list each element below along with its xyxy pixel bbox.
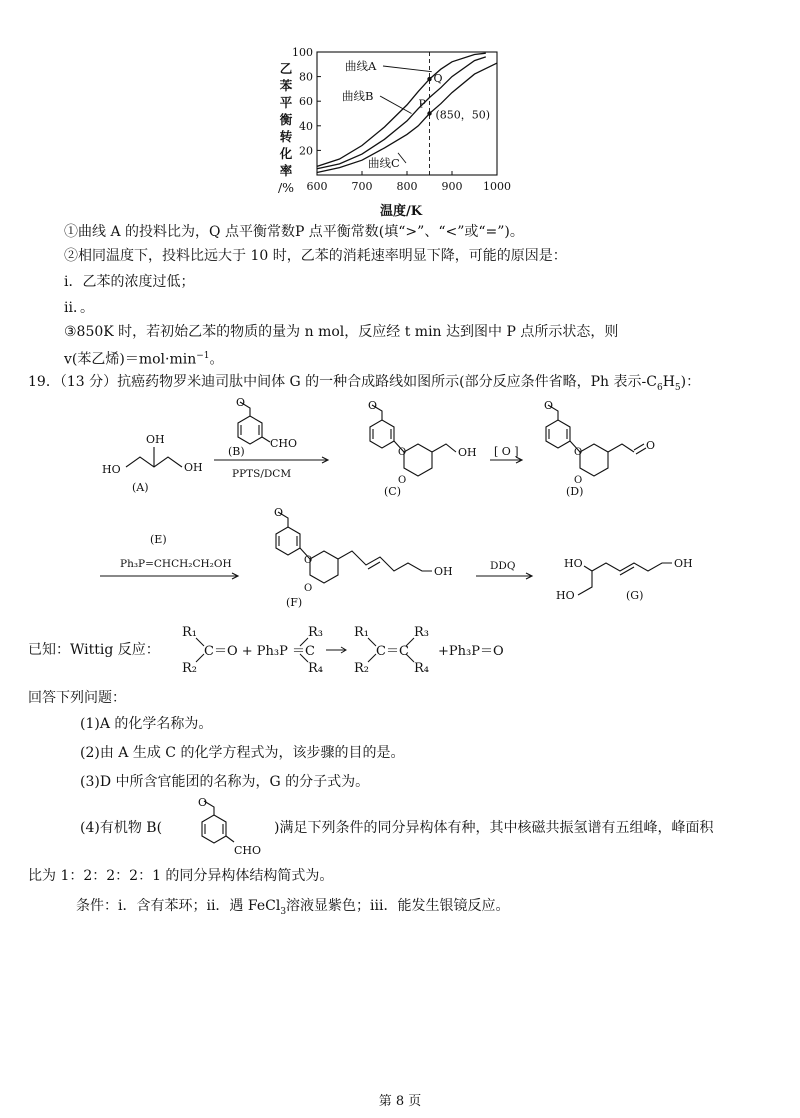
y-tick-label: 100 xyxy=(292,46,313,59)
wittig-prod-r1: R₁ xyxy=(354,625,369,640)
series-leader xyxy=(383,66,432,72)
y-tick-label: 20 xyxy=(299,144,313,158)
label-c: (C) xyxy=(384,485,401,498)
wittig-r1: R₁ xyxy=(182,625,197,640)
x-tick-label: 800 xyxy=(396,180,418,193)
mol-g-oh: OH xyxy=(674,557,693,570)
q18-line-5: ③850K 时，若初始乙苯的物质的量为 n mol，反应经 t min 达到图中 P 点所示状态，则 xyxy=(64,324,619,340)
q19-intro-text: )： xyxy=(680,374,701,390)
wittig-r4: R₄ xyxy=(308,661,323,676)
mol-g-ho2: HO xyxy=(556,589,575,602)
x-axis-label: 温度/K xyxy=(380,204,423,219)
molecule-f-benzene xyxy=(276,527,300,555)
question-2: (2)由 A 生成 C 的化学方程式为，该步骤的目的是。 xyxy=(80,745,405,761)
wittig-right: +Ph₃P＝O xyxy=(438,644,504,659)
mol-a-ho: HO xyxy=(102,463,121,476)
q18-line-6 xyxy=(64,346,224,370)
q18-line-1: ①曲线 A 的投料比为，Q 点平衡常数P 点平衡常数(填“>”、“<”或“=”)。 xyxy=(64,224,524,240)
condition-ddq: DDQ xyxy=(490,560,516,572)
conversion-chart xyxy=(290,40,530,225)
molecule-d-dioxane xyxy=(580,444,608,476)
mol-c-oh: OH xyxy=(458,446,477,459)
q4-structure-b xyxy=(170,796,274,866)
molecule-g-skeleton xyxy=(578,563,672,595)
question-4-start: (4)有机物 B( xyxy=(80,820,163,836)
condition-ppts: PPTS/DCM xyxy=(232,468,292,480)
mol-c-ring-o2: O xyxy=(398,475,407,486)
series-label: 曲线B xyxy=(342,89,374,103)
x-tick-label: 700 xyxy=(351,180,373,193)
mol-c-o: O xyxy=(368,399,378,412)
y-tick-label: 40 xyxy=(299,119,313,133)
wittig-scheme xyxy=(170,622,510,678)
mol-a-oh1: OH xyxy=(184,461,203,474)
y-label-char: 平 xyxy=(279,95,293,110)
wittig-prefix: 已知：Wittig 反应： xyxy=(28,642,160,658)
question-1: (1)A 的化学名称为。 xyxy=(80,716,213,732)
series-label: 曲线A xyxy=(345,59,377,73)
conditions-text: 条件：i．含有苯环；ii．遇 FeCl xyxy=(76,898,281,914)
mol-d-o: O xyxy=(544,399,554,412)
q19-intro xyxy=(28,372,700,398)
sub: 5 xyxy=(674,382,681,393)
y-label-char: /% xyxy=(277,180,295,195)
mol-b-o: O xyxy=(236,396,246,409)
mol-d-ring-o2: O xyxy=(574,475,583,486)
mol-f-oh: OH xyxy=(434,565,453,578)
point-p-coord: (850，50) xyxy=(435,108,491,122)
y-label-char: 衡 xyxy=(279,112,293,127)
conditions xyxy=(76,896,509,922)
mol-c-ring-o1: O xyxy=(398,447,407,458)
q19-intro-text: H xyxy=(662,374,675,390)
molecule-f-dioxane xyxy=(310,551,338,583)
sub: 6 xyxy=(656,382,663,393)
label-f: (F) xyxy=(286,596,303,609)
page-footer: 第 8 页 xyxy=(378,1094,422,1109)
point-p-label: P xyxy=(418,97,426,111)
reagent-e: Ph₃P=CHCH₂CH₂OH xyxy=(120,558,232,570)
rate-exponent: −1 xyxy=(196,351,210,361)
label-b: (B) xyxy=(228,445,245,458)
answer-heading: 回答下列问题： xyxy=(28,690,126,706)
q18-line-4: ii．。 xyxy=(64,300,94,316)
wittig-left: C＝O + Ph₃P ＝C xyxy=(204,644,315,659)
x-tick-label: 600 xyxy=(306,180,328,193)
q4-b-cho: CHO xyxy=(234,844,262,857)
q18-line-2: ②相同温度下，投料比远大于 10 时，乙苯的消耗速率明显下降，可能的原因是： xyxy=(64,248,567,264)
q4-b-o: O xyxy=(198,796,208,809)
question-4-end: 比为 1：2：2：2：1 的同分异构体结构简式为。 xyxy=(28,868,334,884)
wittig-prod-r2: R₂ xyxy=(354,661,369,676)
q18-line-3: i．乙苯的浓度过低； xyxy=(64,274,195,290)
y-label-char: 乙 xyxy=(279,61,293,76)
series-label: 曲线C xyxy=(368,156,400,170)
rate-text: v(苯乙烯)＝mol·min xyxy=(64,351,197,368)
point-p xyxy=(427,111,431,115)
rate-end: 。 xyxy=(209,351,224,368)
mol-a-oh2: OH xyxy=(146,433,165,446)
mol-f-o: O xyxy=(274,506,284,519)
sub: 3 xyxy=(280,906,287,917)
wittig-r3: R₃ xyxy=(308,625,323,640)
point-q-label: Q xyxy=(433,72,443,86)
point-q xyxy=(427,77,431,81)
y-label-char: 率 xyxy=(279,163,293,178)
molecule-c-dioxane xyxy=(404,444,432,476)
mol-b-cho: CHO xyxy=(270,437,298,450)
condition-oxidation: [ O ] xyxy=(494,445,519,458)
wittig-prod-r4: R₄ xyxy=(414,661,429,676)
synthesis-scheme xyxy=(0,395,800,615)
mol-d-ring-o1: O xyxy=(574,447,583,458)
label-a: (A) xyxy=(132,481,149,494)
label-d: (D) xyxy=(566,485,584,498)
wittig-mid: C＝C xyxy=(376,644,409,659)
y-label-char: 化 xyxy=(279,146,293,161)
x-tick-label: 1000 xyxy=(483,180,511,193)
question-4-rest: )满足下列条件的同分异构体有种，其中核磁共振氢谱有五组峰，峰面积 xyxy=(274,820,714,836)
wittig-r2: R₂ xyxy=(182,661,197,676)
y-label-char: 转 xyxy=(279,129,293,144)
mol-f-ring-o2: O xyxy=(304,583,313,594)
molecule-c-benzene xyxy=(370,420,394,448)
mol-g-ho1: HO xyxy=(564,557,583,570)
y-tick-label: 80 xyxy=(299,70,313,84)
reagent-b-ring xyxy=(238,416,262,444)
conditions-text: 溶液显紫色；iii．能发生银镜反应。 xyxy=(286,898,510,914)
wittig-prod-r3: R₃ xyxy=(414,625,429,640)
label-g: (G) xyxy=(626,589,644,602)
mol-d-aldehyde-o: O xyxy=(646,439,656,452)
mol-f-ring-o1: O xyxy=(304,555,313,566)
label-e: (E) xyxy=(150,533,167,546)
question-3: (3)D 中所含官能团的名称为，G 的分子式为。 xyxy=(80,774,370,790)
y-tick-label: 60 xyxy=(299,95,313,109)
q19-intro-text: 19．（13 分）抗癌药物罗米迪司肽中间体 G 的一种合成路线如图所示(部分反应条件省略，Ph 表示-C xyxy=(28,374,657,390)
x-tick-label: 900 xyxy=(441,180,463,193)
y-label-char: 苯 xyxy=(279,78,293,93)
molecule-d-benzene xyxy=(546,420,570,448)
